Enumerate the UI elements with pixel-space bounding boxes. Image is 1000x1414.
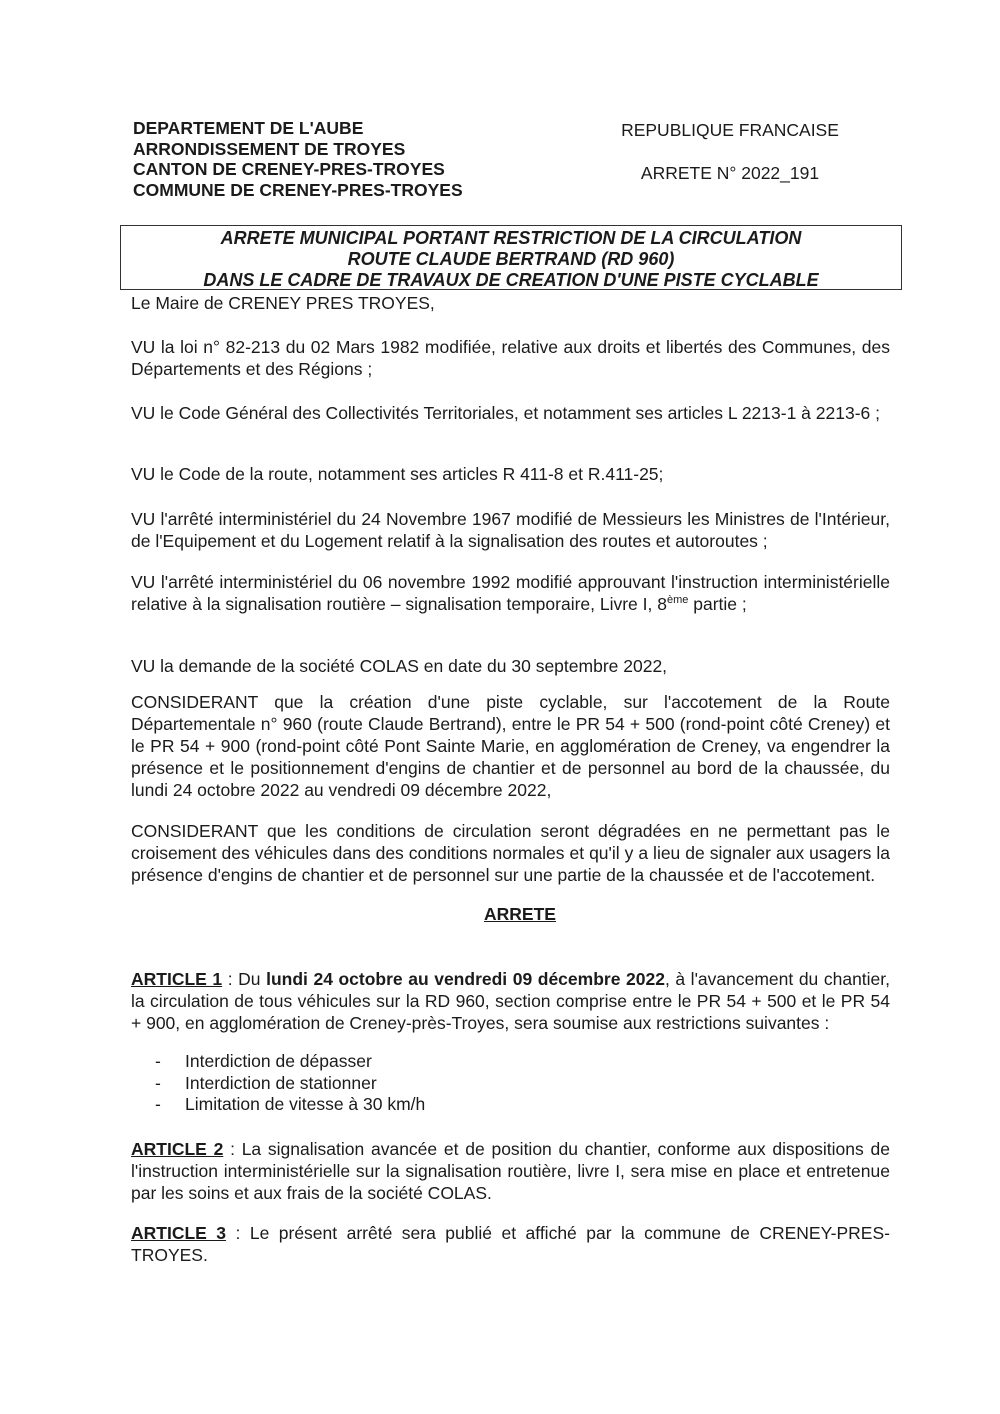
superscript-eme: ème (666, 594, 689, 607)
vu-paragraph-2: VU le Code Général des Collectivités Territoriales, et notamment ses articles L 2213-1 à 2213-6 ; (131, 403, 880, 423)
article-1-text: , à l'avancement du chantier, la circulation de tous véhicules sur la RD 960, section comprise entre le PR 54 + 500 et le PR 54 + 900, en agglomération de Creney-près-Troyes, sera soumise aux restrictions suivantes : (131, 969, 891, 1033)
article-3-text: : Le présent arrêté sera publié et affiché par la commune de CRENEY-PRES-TROYES. (131, 1223, 890, 1265)
article-1 (131, 968, 890, 1034)
vu-paragraph-3: VU le Code de la route, notamment ses articles R 411-8 et R.411-25; (131, 464, 664, 484)
header-commune: COMMUNE DE CRENEY-PRES-TROYES (133, 179, 463, 200)
vu-paragraph-4: VU l'arrêté interministériel du 24 Novembre 1967 modifié de Messieurs les Ministres de l'Intérieur, de l'Equipement et du Logement relatif à la signalisation des routes et autoroutes ; (131, 509, 890, 551)
title-line-3: DANS LE CADRE DE TRAVAUX DE CREATION D'UNE PISTE CYCLABLE (203, 270, 819, 290)
arrete-heading: ARRETE (484, 904, 556, 924)
article-3 (131, 1222, 890, 1266)
vu-paragraph-5 (131, 571, 890, 615)
article-2 (131, 1138, 890, 1204)
arrete-number: ARRETE N° 2022_191 (640, 163, 820, 183)
mayor-intro: Le Maire de CRENEY PRES TROYES, (131, 293, 435, 313)
article-1-dates: lundi 24 octobre au vendredi 09 décembre 2022 (266, 969, 665, 989)
vu-paragraph-5-text: VU l'arrêté interministériel du 06 novembre 1992 modifié approuvant l'instruction interministérielle relative à la signalisation routière – signalisation temporaire, Livre I, 8 (131, 572, 890, 614)
article-2-label: ARTICLE 2 (131, 1139, 224, 1159)
article-2-text: : La signalisation avancée et de position du chantier, conforme aux dispositions de l'instruction interministérielle sur la signalisation routière, livre I, sera mise en place et entretenue par les soins et aux frais de la société COLAS. (131, 1139, 890, 1203)
article-1-label: ARTICLE 1 (131, 969, 223, 989)
article-1-sep: : Du (222, 969, 267, 989)
vu-paragraph-1: VU la loi n° 82-213 du 02 Mars 1982 modifiée, relative aux droits et libertés des Communes, des Départements et des Régions ; (131, 337, 890, 379)
header-canton: CANTON DE CRENEY-PRES-TROYES (133, 159, 445, 179)
header-department: DEPARTEMENT DE L'AUBE (133, 118, 364, 138)
vu-paragraph-6: VU la demande de la société COLAS en date du 30 septembre 2022, (131, 656, 668, 676)
list-item: - Limitation de vitesse à 30 km/h (155, 1094, 426, 1114)
article-3-label: ARTICLE 3 (131, 1223, 227, 1243)
title-line-1: ARRETE MUNICIPAL PORTANT RESTRICTION DE LA CIRCULATION (220, 228, 802, 248)
header-arrondissement: ARRONDISSEMENT DE TROYES (133, 138, 406, 159)
vu-paragraph-5-end: partie ; (693, 594, 747, 614)
list-item: - Interdiction de stationner (155, 1073, 377, 1093)
list-item: - Interdiction de dépasser (155, 1051, 372, 1071)
administrative-header (133, 118, 463, 200)
republic-label: REPUBLIQUE FRANCAISE (621, 120, 839, 140)
title-line-2: ROUTE CLAUDE BERTRAND (RD 960) (347, 249, 675, 269)
considerant-2: CONSIDERANT que les conditions de circulation seront dégradées en ne permettant pas le croisement des véhicules dans des conditions normales et qu'il y a lieu de signaler aux usagers la présence d'engins de chantier et de personnel sur une partie de la chaussée et de l'accotement. (131, 821, 890, 885)
considerant-1: CONSIDERANT que la création d'une piste cyclable, sur l'accotement de la Route Départementale n° 960 (route Claude Bertrand), entre le PR 54 + 500 (rond-point côté Creney) et le PR 54 + 900 (rond-point côté Pont Sainte Marie, en agglomération de Creney, va engendrer la présence et le positionnement d'engins de chantier et de personnel au bord de la chaussée, du lundi 24 octobre 2022 au vendredi 09 décembre 2022, (131, 692, 890, 800)
